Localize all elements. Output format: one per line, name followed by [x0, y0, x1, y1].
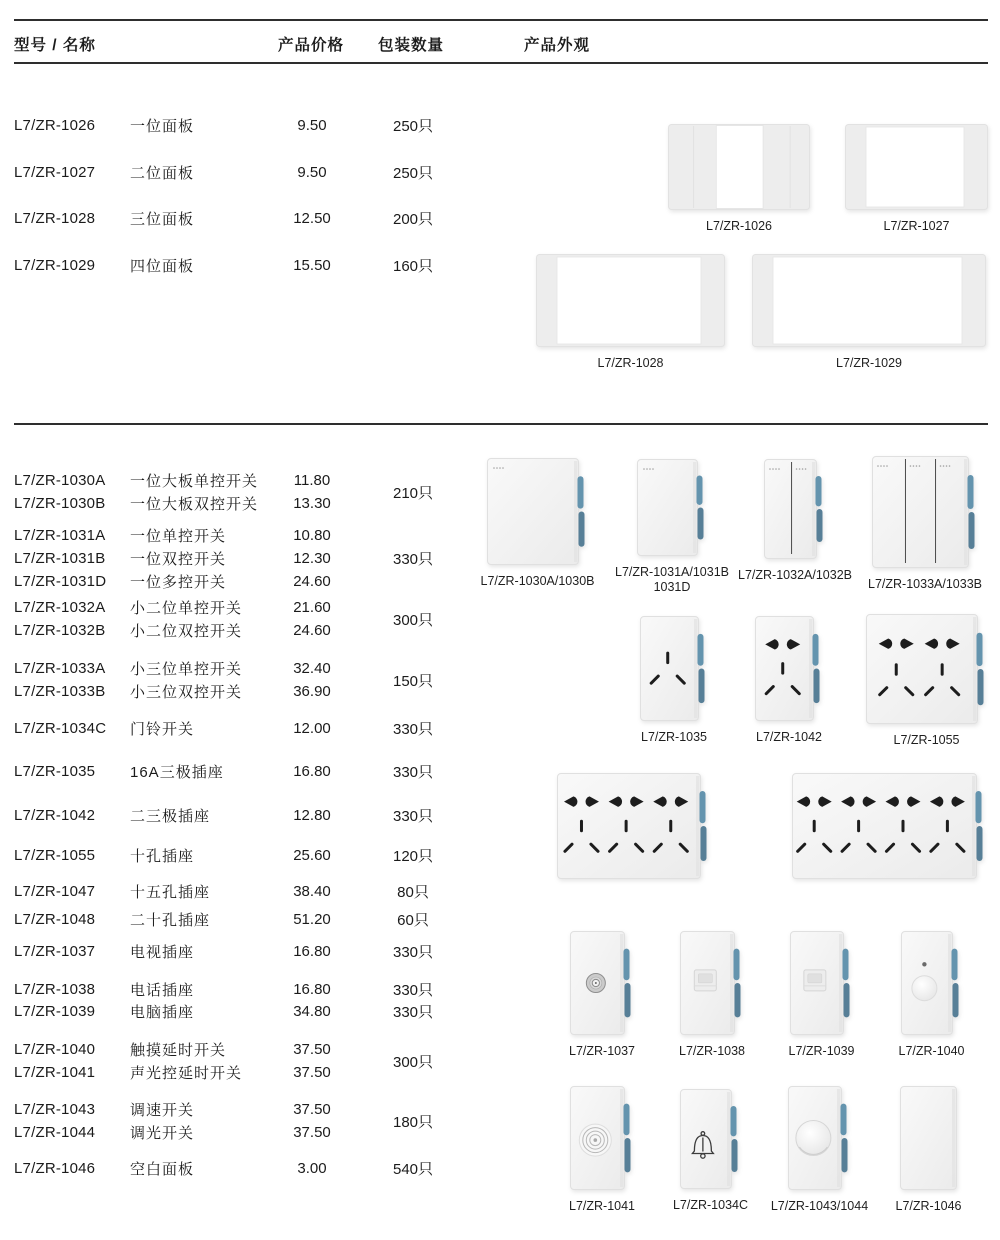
product-caption: L7/ZR-1040 — [898, 1044, 965, 1058]
model-code: L7/ZR-1041 — [14, 1064, 96, 1081]
table-row — [14, 1000, 342, 1023]
column-header-appearance: 产品外观 — [524, 37, 591, 54]
table-row — [14, 1157, 342, 1180]
package-quantity: 120只 — [392, 848, 434, 865]
product-name: 二三极插座 — [130, 808, 211, 825]
table-row — [14, 908, 342, 931]
product-price: 24.60 — [293, 622, 331, 639]
table-row — [14, 547, 342, 570]
table-row — [14, 492, 342, 515]
product-photo-1041 — [568, 1086, 636, 1213]
product-name: 四位面板 — [130, 258, 195, 275]
product-photo-1030 — [480, 458, 595, 588]
product-image-1038 — [680, 931, 744, 1035]
package-quantity: 60只 — [397, 912, 429, 929]
product-caption: L7/ZR-1027 — [883, 219, 950, 233]
product-name: 小二位单控开关 — [130, 600, 243, 617]
model-code: L7/ZR-1032A — [14, 599, 106, 616]
product-image-1039 — [790, 931, 853, 1035]
product-image-1027 — [845, 124, 988, 210]
table-row — [14, 940, 342, 963]
product-image-1028 — [536, 254, 725, 347]
row-lines — [14, 524, 342, 593]
table-row — [14, 524, 342, 547]
product-row-group — [14, 469, 448, 515]
table-row — [14, 469, 342, 492]
product-price: 10.80 — [293, 527, 331, 544]
row-lines — [14, 207, 342, 230]
product-name: 十五孔插座 — [130, 884, 211, 901]
product-name: 门铃开关 — [130, 721, 195, 738]
model-code: L7/ZR-1029 — [14, 257, 96, 274]
product-image-1033 — [872, 456, 978, 568]
model-code: L7/ZR-1038 — [14, 981, 96, 998]
package-quantity: 250只 — [392, 118, 434, 135]
product-photo-1055 — [866, 614, 987, 747]
product-row-group — [14, 254, 448, 277]
product-photo-1033 — [868, 456, 982, 591]
product-caption: L7/ZR-1039 — [788, 1044, 855, 1058]
package-quantity: 330只 — [392, 721, 434, 738]
product-name: 小二位双控开关 — [130, 623, 243, 640]
column-header-model-name: 型号 / 名称 — [14, 37, 96, 54]
product-price: 51.20 — [293, 911, 331, 928]
package-quantity: 210只 — [392, 484, 434, 502]
section-divider-rule — [14, 423, 988, 425]
table-row — [14, 114, 342, 137]
model-code: L7/ZR-1026 — [14, 117, 96, 134]
product-price: 15.50 — [293, 257, 331, 274]
model-code: L7/ZR-1055 — [14, 847, 96, 864]
product-price: 12.00 — [293, 720, 331, 737]
product-photo-1042 — [755, 616, 823, 744]
table-row — [14, 570, 342, 593]
row-lines — [14, 804, 342, 827]
product-image-1048 — [792, 773, 986, 879]
product-caption: L7/ZR-1035 — [640, 730, 708, 744]
product-photo-1038 — [678, 931, 746, 1058]
product-price: 16.80 — [293, 763, 331, 780]
product-caption: L7/ZR-1028 — [597, 356, 664, 370]
product-caption: L7/ZR-1041 — [568, 1199, 636, 1213]
product-image-1026 — [668, 124, 810, 210]
product-price: 36.90 — [293, 683, 331, 700]
model-code: L7/ZR-1047 — [14, 883, 96, 900]
product-price: 38.40 — [293, 883, 331, 900]
product-price: 3.00 — [297, 1160, 327, 1177]
product-row-group — [14, 114, 448, 137]
package-quantity: 330只 — [392, 551, 434, 568]
product-price: 13.30 — [293, 495, 331, 512]
row-lines — [14, 114, 342, 137]
product-row-group — [14, 978, 448, 1001]
product-caption: L7/ZR-1042 — [755, 730, 823, 744]
product-row-group — [14, 844, 448, 867]
model-code: L7/ZR-1040 — [14, 1041, 96, 1058]
table-row — [14, 1098, 342, 1121]
table-row — [14, 717, 342, 740]
model-code: L7/ZR-1044 — [14, 1124, 96, 1141]
model-code: L7/ZR-1033A — [14, 660, 106, 677]
product-name: 电话插座 — [130, 982, 195, 999]
package-quantity: 80只 — [397, 884, 429, 901]
product-price: 16.80 — [293, 981, 331, 998]
row-lines — [14, 978, 342, 1001]
package-quantity: 540只 — [392, 1161, 434, 1178]
product-row-group — [14, 880, 448, 903]
table-row — [14, 1121, 342, 1144]
table-row — [14, 254, 342, 277]
product-photo-1035 — [640, 616, 708, 744]
product-caption: L7/ZR-1030A/1030B — [480, 574, 595, 588]
model-code: L7/ZR-1031D — [14, 573, 107, 590]
product-photo-1032 — [738, 459, 852, 582]
model-code: L7/ZR-1039 — [14, 1003, 96, 1020]
model-code: L7/ZR-1035 — [14, 763, 96, 780]
package-quantity: 330只 — [392, 1004, 434, 1021]
product-caption: L7/ZR-1029 — [835, 356, 903, 370]
product-row-group — [14, 524, 448, 593]
product-caption: L7/ZR-1026 — [705, 219, 773, 233]
product-row-group — [14, 717, 448, 740]
product-name: 调光开关 — [130, 1125, 195, 1142]
model-code: L7/ZR-1030B — [14, 495, 106, 512]
product-photo-1046 — [895, 1086, 962, 1213]
product-price: 16.80 — [293, 943, 331, 960]
table-row — [14, 880, 342, 903]
package-quantity: 300只 — [392, 1053, 434, 1071]
product-image-1046 — [900, 1086, 957, 1190]
product-name: 一位大板双控开关 — [130, 496, 259, 513]
product-price: 37.50 — [293, 1041, 331, 1058]
product-image-1047 — [557, 773, 710, 879]
product-price: 12.30 — [293, 550, 331, 567]
product-image-1037 — [570, 931, 634, 1035]
product-row-group — [14, 1000, 448, 1023]
product-caption: L7/ZR-1033A/1033B — [868, 577, 982, 591]
model-code: L7/ZR-1048 — [14, 911, 96, 928]
product-price: 21.60 — [293, 599, 331, 616]
table-row — [14, 978, 342, 1001]
product-caption: L7/ZR-1034C — [672, 1198, 749, 1212]
product-image-1031 — [637, 459, 707, 556]
package-quantity: 300只 — [392, 611, 434, 629]
header-top-rule — [14, 19, 988, 21]
product-price: 34.80 — [293, 1003, 331, 1020]
product-image-1041 — [570, 1086, 634, 1190]
header-bottom-rule — [14, 62, 988, 64]
column-header-price: 产品价格 — [278, 37, 345, 54]
row-lines — [14, 596, 342, 642]
product-row-group — [14, 161, 448, 184]
product-row-group — [14, 1038, 448, 1084]
product-price: 37.50 — [293, 1124, 331, 1141]
model-code: L7/ZR-1034C — [14, 720, 107, 737]
package-quantity: 250只 — [392, 165, 434, 182]
row-lines — [14, 161, 342, 184]
product-name: 二十孔插座 — [130, 912, 211, 929]
row-lines — [14, 1157, 342, 1180]
product-row-group — [14, 1098, 448, 1144]
product-name: 电脑插座 — [130, 1004, 195, 1021]
model-code: L7/ZR-1042 — [14, 807, 96, 824]
table-row — [14, 657, 342, 680]
package-quantity: 330只 — [392, 944, 434, 961]
table-row — [14, 1061, 342, 1084]
product-caption: L7/ZR-1046 — [895, 1199, 962, 1213]
product-photo-1040 — [898, 931, 965, 1058]
product-price: 32.40 — [293, 660, 331, 677]
model-code: L7/ZR-1046 — [14, 1160, 96, 1177]
product-caption: L7/ZR-1032A/1032B — [738, 568, 852, 582]
package-quantity: 160只 — [392, 258, 434, 275]
table-row — [14, 680, 342, 703]
product-price: 37.50 — [293, 1064, 331, 1081]
table-row — [14, 760, 342, 783]
product-name: 一位单控开关 — [130, 528, 227, 545]
product-caption: L7/ZR-1031A/1031B 1031D — [615, 565, 729, 594]
table-row — [14, 207, 342, 230]
product-row-group — [14, 1157, 448, 1180]
product-image-1055 — [866, 614, 987, 724]
table-row — [14, 161, 342, 184]
product-caption: L7/ZR-1043/1044 — [770, 1199, 869, 1213]
product-photo-1026 — [668, 124, 810, 233]
product-photo-1048 — [792, 773, 986, 879]
model-code: L7/ZR-1031B — [14, 550, 106, 567]
package-quantity: 330只 — [392, 982, 434, 999]
product-name: 三位面板 — [130, 211, 195, 228]
product-caption: L7/ZR-1038 — [678, 1044, 746, 1058]
model-code: L7/ZR-1043 — [14, 1101, 96, 1118]
product-photo-1039 — [788, 931, 855, 1058]
product-image-1040 — [901, 931, 962, 1035]
row-lines — [14, 254, 342, 277]
model-code: L7/ZR-1027 — [14, 164, 96, 181]
product-name: 空白面板 — [130, 1161, 195, 1178]
product-row-group — [14, 657, 448, 703]
row-lines — [14, 880, 342, 903]
product-name: 触摸延时开关 — [130, 1042, 227, 1059]
product-name: 声光控延时开关 — [130, 1065, 243, 1082]
product-name: 一位双控开关 — [130, 551, 227, 568]
product-image-1029 — [752, 254, 986, 347]
product-name: 小三位双控开关 — [130, 684, 243, 701]
product-photo-1031 — [615, 459, 729, 594]
product-photo-1034C — [672, 1089, 749, 1212]
product-price: 9.50 — [297, 164, 327, 181]
product-photo-1028 — [536, 254, 725, 370]
product-photo-1027 — [845, 124, 988, 233]
row-lines — [14, 469, 342, 515]
product-photo-1047 — [557, 773, 710, 879]
product-name: 电视插座 — [130, 944, 195, 961]
product-name: 二位面板 — [130, 165, 195, 182]
product-price: 24.60 — [293, 573, 331, 590]
product-price: 25.60 — [293, 847, 331, 864]
product-name: 一位面板 — [130, 118, 195, 135]
product-photo-1037 — [568, 931, 636, 1058]
row-lines — [14, 657, 342, 703]
product-row-group — [14, 940, 448, 963]
row-lines — [14, 940, 342, 963]
model-code: L7/ZR-1037 — [14, 943, 96, 960]
product-price: 12.80 — [293, 807, 331, 824]
product-image-1043 — [788, 1086, 851, 1190]
product-price: 37.50 — [293, 1101, 331, 1118]
product-image-1034C — [680, 1089, 741, 1189]
product-photo-1043 — [770, 1086, 869, 1213]
product-row-group — [14, 760, 448, 783]
row-lines — [14, 717, 342, 740]
product-image-1042 — [755, 616, 823, 721]
model-code: L7/ZR-1031A — [14, 527, 106, 544]
table-row — [14, 596, 342, 619]
product-image-1030 — [487, 458, 588, 565]
row-lines — [14, 844, 342, 867]
package-quantity: 180只 — [392, 1113, 434, 1131]
product-name: 一位大板单控开关 — [130, 473, 259, 490]
product-price: 9.50 — [297, 117, 327, 134]
model-code: L7/ZR-1028 — [14, 210, 96, 227]
row-lines — [14, 1000, 342, 1023]
product-name: 16A三极插座 — [130, 764, 224, 781]
product-image-1032 — [764, 459, 826, 559]
row-lines — [14, 1098, 342, 1144]
package-quantity: 330只 — [392, 808, 434, 825]
product-caption: L7/ZR-1037 — [568, 1044, 636, 1058]
product-name: 调速开关 — [130, 1102, 195, 1119]
table-row — [14, 804, 342, 827]
product-image-1035 — [640, 616, 708, 721]
product-name: 小三位单控开关 — [130, 661, 243, 678]
package-quantity: 200只 — [392, 211, 434, 228]
table-row — [14, 844, 342, 867]
product-name: 十孔插座 — [130, 848, 195, 865]
package-quantity: 330只 — [392, 764, 434, 781]
model-code: L7/ZR-1033B — [14, 683, 106, 700]
table-row — [14, 1038, 342, 1061]
product-price: 11.80 — [293, 472, 331, 489]
product-row-group — [14, 908, 448, 931]
row-lines — [14, 908, 342, 931]
column-header-quantity: 包装数量 — [378, 37, 445, 54]
model-code: L7/ZR-1032B — [14, 622, 106, 639]
product-row-group — [14, 596, 448, 642]
product-row-group — [14, 804, 448, 827]
product-photo-1029 — [752, 254, 986, 370]
product-price: 12.50 — [293, 210, 331, 227]
table-row — [14, 619, 342, 642]
row-lines — [14, 760, 342, 783]
product-caption: L7/ZR-1055 — [893, 733, 960, 747]
model-code: L7/ZR-1030A — [14, 472, 106, 489]
package-quantity: 150只 — [392, 672, 434, 690]
row-lines — [14, 1038, 342, 1084]
product-name: 一位多控开关 — [130, 574, 227, 591]
product-row-group — [14, 207, 448, 230]
